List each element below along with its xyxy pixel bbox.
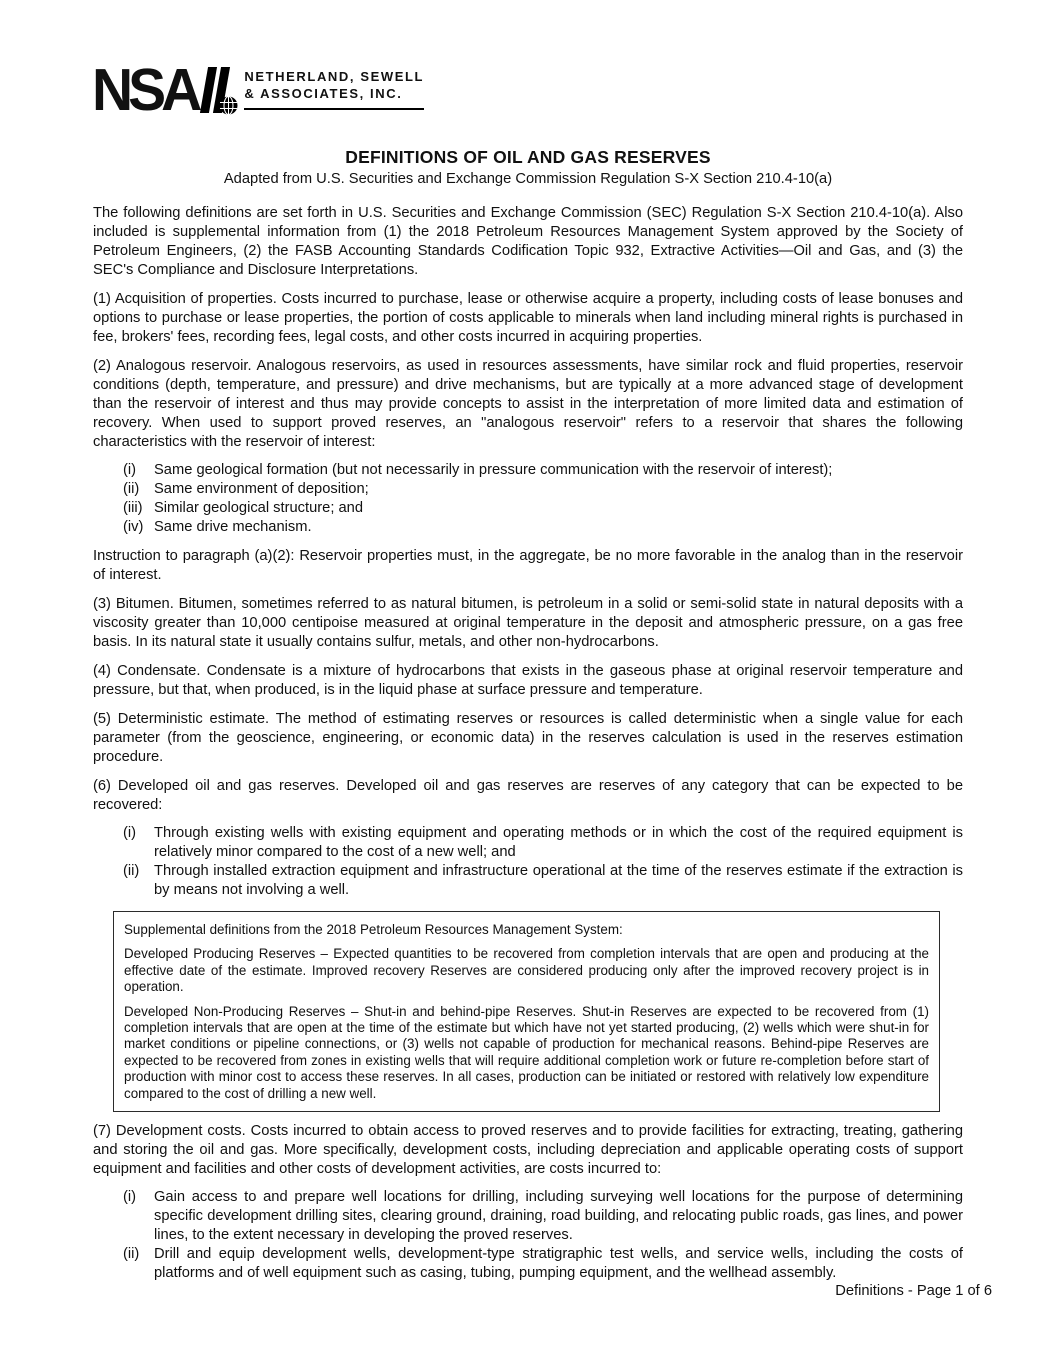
page-subtitle: Adapted from U.S. Securities and Exchange Commission Regulation S-X Section 210.4-10(a) — [223, 171, 833, 187]
definition-2-analogous-reservoir: (2) Analogous reservoir. Analogous reservoirs, as used in resources assessments, have similar rock and fluid properties, reservoir conditions (depth, temperature, and pressure) and drive mechanisms, but are typically at a more advanced stage of development than the reservoir of interest and thus may provide concepts to assist in the interpretation of more limited data and estimation of recovery. When used to support proved reserves, an "analogous reservoir" refers to a reservoir that shares the following characteristics with the reservoir of interest: — [93, 358, 963, 450]
development-costs-list — [93, 1188, 963, 1283]
list-item — [93, 862, 963, 900]
developed-non-producing-reserves-paragraph: Developed Non-Producing Reserves – Shut-in and behind-pipe Reserves. Shut-in Reserves are expected to be recovered from (1) completion intervals that are open at the time of the estimate but which have not yet started producing, (2) wells which were shut-in for market conditions or pipeline connections, or (3) wells not capable of production for mechanical reasons. Behind-pipe Reserves are expected to be recovered from zones in existing wells that will require additional completion work or future re-completion before start of production with minor cost to access these reserves. In all cases, production can be initiated or restored with relatively low expenditure compared to the cost of drilling a new well. — [124, 1003, 929, 1101]
definition-4-condensate: (4) Condensate. Condensate is a mixture of hydrocarbons that exists in the gaseous phase at original reservoir temperature and pressure, but that, when produced, is in the liquid phase at surface pressure and temperature. — [93, 663, 963, 698]
list-marker: (ii) — [123, 1246, 140, 1263]
definition-3-bitumen: (3) Bitumen. Bitumen, sometimes referred to as natural bitumen, is petroleum in a solid or semi-solid state in natural deposits with a viscosity greater than 10,000 centipoise measured at original temperature in the deposit and atmospheric pressure, on a gas free basis. In its natural state it usually contains sulfur, metals, and other non-hydrocarbons. — [93, 596, 963, 650]
list-marker: (ii) — [123, 481, 140, 497]
list-item-text: Through installed extraction equipment and infrastructure operational at the time of the reserves estimate if the extraction is by means not involving a well. — [154, 863, 963, 898]
list-item — [93, 461, 963, 480]
nsai-logo — [92, 56, 425, 124]
list-item — [93, 518, 963, 537]
globe-icon — [219, 96, 238, 120]
list-item-text: Drill and equip development wells, development-type stratigraphic test wells, and service wells, including the costs of platforms and of well equipment such as casing, tubing, pumping equipment, and the wellhead assembly. — [154, 1246, 963, 1282]
page-title: DEFINITIONS OF OIL AND GAS RESERVES — [345, 147, 711, 167]
list-item — [93, 1188, 963, 1245]
list-marker: (i) — [123, 825, 137, 841]
supplemental-box-heading: Supplemental definitions from the 2018 Petroleum Resources Management System: — [124, 922, 623, 937]
page-number-label: Definitions - Page 1 of 6 — [835, 1283, 992, 1299]
nsai-logo-mark — [92, 56, 230, 124]
list-item — [93, 1245, 963, 1283]
company-name-line2: & ASSOCIATES, INC. — [244, 86, 403, 101]
company-name-line1: NETHERLAND, SEWELL — [244, 69, 425, 84]
list-marker: (i) — [123, 1189, 137, 1206]
list-marker: (iv) — [123, 519, 144, 535]
analogous-reservoir-list — [93, 461, 963, 537]
list-marker: (iii) — [123, 500, 143, 516]
logo-underline — [244, 108, 424, 110]
list-marker: (ii) — [123, 863, 140, 879]
nsai-logo-letters: NSA — [92, 56, 198, 124]
definition-1-acquisition: (1) Acquisition of properties. Costs incurred to purchase, lease or otherwise acquire a property, including costs of lease bonuses and options to purchase or lease properties, the portion of costs applicable to minerals when land including mineral rights is purchased in fee, brokers' fees, recording fees, legal costs, and other costs incurred in acquiring properties. — [93, 291, 963, 345]
definition-7-development-costs: (7) Development costs. Costs incurred to obtain access to proved reserves and to provide facilities for extracting, treating, gathering and storing the oil and gas. More specifically, development costs, including depreciation and applicable operating costs of support equipment and facilities and other costs of development activities, are costs incurred to: — [93, 1123, 963, 1178]
list-item-text: Through existing wells with existing equipment and operating methods or in which the cost of the required equipment is relatively minor compared to the cost of a new well; and — [154, 825, 963, 860]
definition-5-deterministic-estimate: (5) Deterministic estimate. The method of estimating reserves or resources is called deterministic when a single value for each parameter (from the geoscience, engineering, or economic data) in the reserves calculation is used in the reserves estimation procedure. — [93, 711, 963, 765]
developed-reserves-list — [93, 824, 963, 900]
developed-producing-reserves-paragraph: Developed Producing Reserves – Expected quantities to be recovered from completion intervals that are open and producing at the effective date of the estimate. Improved recovery Reserves are considered producing only after the improved recovery project is in operation. — [124, 946, 929, 995]
definition-6-developed-reserves: (6) Developed oil and gas reserves. Developed oil and gas reserves are reserves of any category that can be expected to be recovered: — [93, 778, 963, 813]
list-marker: (i) — [123, 462, 137, 478]
list-item — [93, 480, 963, 499]
list-item-text: Same environment of deposition; — [154, 481, 369, 497]
supplemental-definitions-box — [113, 911, 940, 1112]
intro-paragraph: The following definitions are set forth in U.S. Securities and Exchange Commission (SEC) Regulation S-X Section 210.4-10(a). Also included is supplemental information from (1) the 2018 Petroleum Resources Management System approved by the Society of Petroleum Engineers, (2) the FASB Accounting Standards Codification Topic 932, Extractive Activities—Oil and Gas, and (3) the SEC's Compliance and Disclosure Interpretations. — [93, 205, 963, 278]
list-item — [93, 824, 963, 862]
list-item-text: Same geological formation (but not necessarily in pressure communication with the reservoir of interest); — [154, 462, 833, 478]
list-item-text: Similar geological structure; and — [154, 500, 363, 516]
list-item-text: Gain access to and prepare well locations for drilling, including surveying well locations for the purpose of determining specific development drilling sites, clearing ground, draining, road building, and relocating public roads, gas lines, and power lines, to the extent necessary in developing the proved reserves. — [154, 1189, 963, 1244]
document-content — [93, 147, 963, 1283]
list-item-text: Same drive mechanism. — [154, 519, 312, 535]
list-item — [93, 499, 963, 518]
instruction-paragraph: Instruction to paragraph (a)(2): Reservoir properties must, in the aggregate, be no more favorable in the analog than in the reservoir of interest. — [93, 548, 963, 583]
company-name-block — [244, 68, 424, 110]
